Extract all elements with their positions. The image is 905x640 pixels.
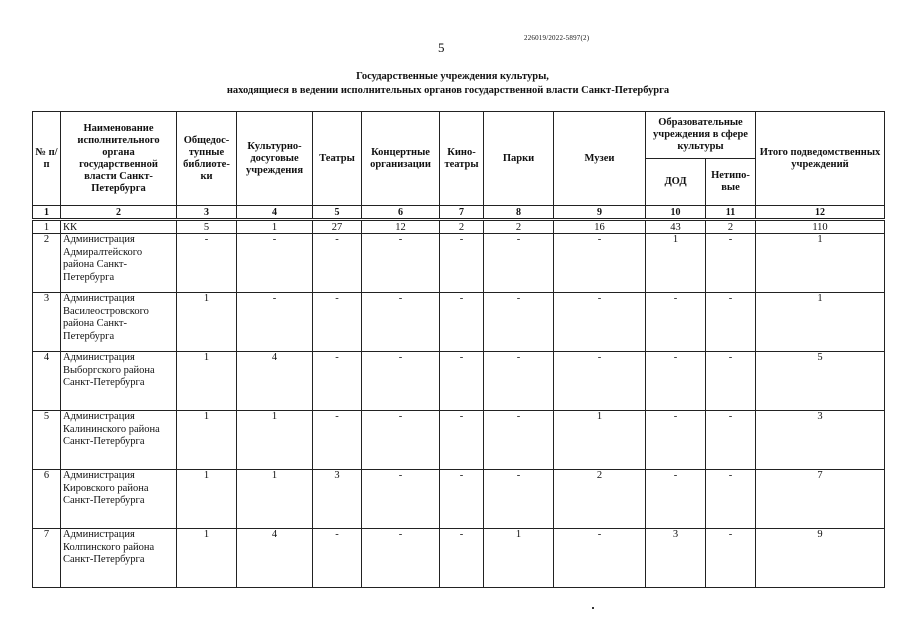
cell-value: - bbox=[554, 293, 646, 352]
cell-value: - bbox=[706, 293, 756, 352]
cell-value: - bbox=[362, 352, 440, 411]
column-number: 4 bbox=[237, 206, 313, 220]
cell-value: - bbox=[484, 411, 554, 470]
cell-value: - bbox=[484, 352, 554, 411]
column-number: 11 bbox=[706, 206, 756, 220]
cell-value: - bbox=[313, 293, 362, 352]
header-cinema: Кино-театры bbox=[440, 112, 484, 206]
header-total: Итого подведомственных учреждений bbox=[756, 112, 885, 206]
column-number: 3 bbox=[177, 206, 237, 220]
header-name: Наименование исполнительного органа государственной власти Санкт-Петербурга bbox=[61, 112, 177, 206]
table-row bbox=[33, 352, 885, 411]
cell-value: 1 bbox=[756, 234, 885, 293]
cell-value: 2 bbox=[440, 220, 484, 234]
row-name: Администрация Калининского района Санкт-Петербурга bbox=[61, 411, 177, 470]
culture-institutions-table bbox=[32, 111, 885, 588]
cell-value: 1 bbox=[554, 411, 646, 470]
cell-value: 7 bbox=[756, 470, 885, 529]
cell-value: 1 bbox=[237, 411, 313, 470]
cell-value: - bbox=[237, 234, 313, 293]
cell-value: - bbox=[706, 470, 756, 529]
column-number: 8 bbox=[484, 206, 554, 220]
cell-value: 1 bbox=[237, 470, 313, 529]
column-number: 12 bbox=[756, 206, 885, 220]
cell-value: - bbox=[706, 411, 756, 470]
cell-value: - bbox=[706, 234, 756, 293]
header-education: Образовательные учреждения в сфере культуры bbox=[646, 112, 756, 159]
header-dod: ДОД bbox=[646, 159, 706, 206]
row-number: 7 bbox=[33, 529, 61, 588]
header-park: Парки bbox=[484, 112, 554, 206]
cell-value: 1 bbox=[177, 293, 237, 352]
table-row bbox=[33, 529, 885, 588]
document-id: 226019/2022-5897(2) bbox=[524, 34, 590, 42]
row-name: КК bbox=[61, 220, 177, 234]
cell-value: 43 bbox=[646, 220, 706, 234]
cell-value: - bbox=[440, 234, 484, 293]
cell-value: 1 bbox=[756, 293, 885, 352]
row-name: Администрация Колпинского района Санкт-Петербурга bbox=[61, 529, 177, 588]
cell-value: - bbox=[313, 352, 362, 411]
table-row bbox=[33, 470, 885, 529]
cell-value: 1 bbox=[177, 529, 237, 588]
row-number: 4 bbox=[33, 352, 61, 411]
cell-value: - bbox=[362, 293, 440, 352]
header-atypical: Нетипо-вые bbox=[706, 159, 756, 206]
cell-value: - bbox=[484, 234, 554, 293]
page-number: 5 bbox=[438, 40, 445, 55]
cell-value: - bbox=[484, 293, 554, 352]
cell-value: - bbox=[440, 352, 484, 411]
row-number: 5 bbox=[33, 411, 61, 470]
cell-value: 4 bbox=[237, 529, 313, 588]
column-number: 2 bbox=[61, 206, 177, 220]
cell-value: - bbox=[362, 234, 440, 293]
cell-value: 1 bbox=[237, 220, 313, 234]
header-cultural: Культурно-досуговые учреждения bbox=[237, 112, 313, 206]
cell-value: - bbox=[313, 529, 362, 588]
cell-value: 2 bbox=[484, 220, 554, 234]
scan-speck bbox=[592, 607, 594, 609]
column-number: 10 bbox=[646, 206, 706, 220]
header-theaters: Театры bbox=[313, 112, 362, 206]
table-row bbox=[33, 220, 885, 234]
cell-value: - bbox=[646, 470, 706, 529]
cell-value: - bbox=[362, 529, 440, 588]
cell-value: - bbox=[646, 293, 706, 352]
column-number: 6 bbox=[362, 206, 440, 220]
cell-value: - bbox=[440, 411, 484, 470]
cell-value: 16 bbox=[554, 220, 646, 234]
column-number: 1 bbox=[33, 206, 61, 220]
header-num: № п/п bbox=[33, 112, 61, 206]
table-row bbox=[33, 411, 885, 470]
document-title-line-2: находящиеся в ведении исполнительных органов государственной власти Санкт-Петербурга bbox=[226, 85, 670, 96]
cell-value: - bbox=[554, 352, 646, 411]
cell-value: 1 bbox=[484, 529, 554, 588]
table-row bbox=[33, 293, 885, 352]
cell-value: - bbox=[706, 529, 756, 588]
cell-value: - bbox=[440, 529, 484, 588]
header-museum: Музеи bbox=[554, 112, 646, 206]
row-number: 1 bbox=[33, 220, 61, 234]
header-concert: Концертные организации bbox=[362, 112, 440, 206]
cell-value: 1 bbox=[646, 234, 706, 293]
row-number: 3 bbox=[33, 293, 61, 352]
row-name: Администрация Адмиралтейского района Санкт-Петербурга bbox=[61, 234, 177, 293]
cell-value: - bbox=[362, 411, 440, 470]
cell-value: - bbox=[237, 293, 313, 352]
column-number: 7 bbox=[440, 206, 484, 220]
cell-value: - bbox=[313, 234, 362, 293]
cell-value: - bbox=[646, 411, 706, 470]
cell-value: - bbox=[706, 352, 756, 411]
cell-value: 27 bbox=[313, 220, 362, 234]
table-row bbox=[33, 234, 885, 293]
header-libraries: Общедос-тупные библиоте-ки bbox=[177, 112, 237, 206]
cell-value: - bbox=[362, 470, 440, 529]
cell-value: 3 bbox=[756, 411, 885, 470]
cell-value: 110 bbox=[756, 220, 885, 234]
row-number: 2 bbox=[33, 234, 61, 293]
row-name: Администрация Кировского района Санкт-Петербурга bbox=[61, 470, 177, 529]
cell-value: 1 bbox=[177, 470, 237, 529]
row-number: 6 bbox=[33, 470, 61, 529]
cell-value: 3 bbox=[313, 470, 362, 529]
cell-value: 9 bbox=[756, 529, 885, 588]
cell-value: 5 bbox=[177, 220, 237, 234]
cell-value: 1 bbox=[177, 352, 237, 411]
cell-value: 2 bbox=[706, 220, 756, 234]
cell-value: - bbox=[440, 293, 484, 352]
cell-value: - bbox=[440, 470, 484, 529]
cell-value: - bbox=[554, 529, 646, 588]
cell-value: - bbox=[177, 234, 237, 293]
row-name: Администрация Выборгского района Санкт-Петербурга bbox=[61, 352, 177, 411]
cell-value: - bbox=[313, 411, 362, 470]
cell-value: - bbox=[554, 234, 646, 293]
document-title-line-1: Государственные учреждения культуры, bbox=[356, 71, 549, 82]
cell-value: 1 bbox=[177, 411, 237, 470]
column-number: 9 bbox=[554, 206, 646, 220]
cell-value: 2 bbox=[554, 470, 646, 529]
cell-value: 3 bbox=[646, 529, 706, 588]
cell-value: 12 bbox=[362, 220, 440, 234]
row-name: Администрация Василеостровского района Санкт-Петербурга bbox=[61, 293, 177, 352]
cell-value: - bbox=[646, 352, 706, 411]
cell-value: 5 bbox=[756, 352, 885, 411]
column-numbers-row bbox=[33, 206, 885, 220]
cell-value: - bbox=[484, 470, 554, 529]
column-number: 5 bbox=[313, 206, 362, 220]
cell-value: 4 bbox=[237, 352, 313, 411]
